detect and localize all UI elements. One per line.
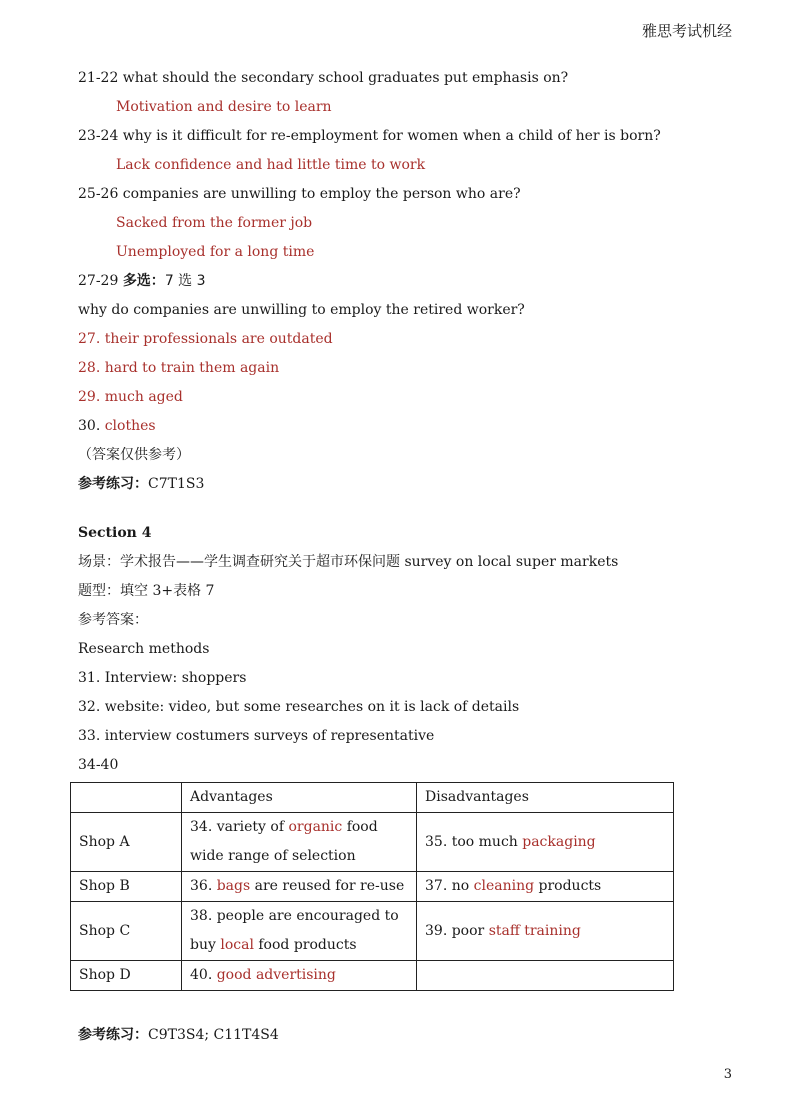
answer-30: 30. clothes: [78, 418, 156, 434]
practice-label: 参考练习：: [78, 1027, 148, 1043]
answer-note: （答案仅供参考）: [78, 447, 190, 463]
answer-32: 32. website: video, but some researches on it is lack of details: [78, 699, 520, 715]
advantage-cell: 38. people are encouraged to buy local food products: [182, 902, 417, 961]
practice-value: C7T1S3: [148, 476, 205, 492]
section-4-type: [78, 577, 728, 606]
page-header-title: 雅思考试机经: [641, 22, 732, 40]
shop-name: Shop C: [71, 902, 182, 961]
disadvantage-cell: 35. too much packaging: [417, 813, 674, 872]
shop-comparison-table: [70, 782, 674, 991]
table-range-label: 34-40: [78, 757, 119, 773]
answer-21-22: Motivation and desire to learn: [116, 99, 332, 115]
type-label: 题型：填空: [78, 583, 148, 599]
disadvantage-cell: 39. poor staff training: [417, 902, 674, 961]
question-27-29: why do companies are unwilling to employ the retired worker?: [78, 302, 525, 318]
table-row: [71, 961, 674, 991]
table-header-disadvantages: Disadvantages: [417, 783, 674, 813]
advantage-cell: 36. bags are reused for re-use: [182, 872, 417, 902]
table-header-advantages: Advantages: [182, 783, 417, 813]
question-range: 27-29: [78, 273, 119, 289]
multi-choice-label: 多选：: [122, 273, 165, 289]
answer-25-26-b: Unemployed for a long time: [116, 244, 315, 260]
document-body: [78, 64, 728, 1050]
advantage-cell: 34. variety of organic food wide range of selection: [182, 813, 417, 872]
table-header-empty: [71, 783, 182, 813]
question-23-24: 23-24 why is it difficult for re-employment for women when a child of her is born?: [78, 128, 661, 144]
advantage-cell: 40. good advertising: [182, 961, 417, 991]
shop-name: Shop A: [71, 813, 182, 872]
type-value: 3+表格 7: [152, 583, 215, 599]
disadvantage-cell: 37. no cleaning products: [417, 872, 674, 902]
table-row: [71, 813, 674, 872]
answer-29: 29. much aged: [78, 389, 183, 405]
answer-23-24: Lack confidence and had little time to work: [116, 157, 426, 173]
table-row: [71, 872, 674, 902]
answer-27: 27. their professionals are outdated: [78, 331, 333, 347]
question-25-26: 25-26 companies are unwilling to employ the person who are?: [78, 186, 521, 202]
scene-en: survey on local super markets: [404, 554, 619, 570]
section-4-heading: Section 4: [78, 525, 152, 541]
disadvantage-cell: [417, 961, 674, 991]
answer-31: 31. Interview: shoppers: [78, 670, 247, 686]
question-21-22: 21-22 what should the secondary school graduates put emphasis on?: [78, 70, 569, 86]
practice-reference-2: [78, 1021, 728, 1050]
practice-value: C9T3S4; C11T4S4: [148, 1027, 279, 1043]
table-header-row: [71, 783, 674, 813]
section-4-scene: [78, 548, 728, 577]
question-27-29-header: [78, 267, 728, 296]
research-methods-label: Research methods: [78, 641, 210, 657]
section-4-answer-label: 参考答案：: [78, 612, 148, 628]
multi-choice-count: 7 选 3: [164, 273, 206, 289]
answer-25-26-a: Sacked from the former job: [116, 215, 313, 231]
page-number: 3: [723, 1067, 732, 1082]
shop-name: Shop D: [71, 961, 182, 991]
scene-label: 场景：学术报告——学生调查研究关于超市环保问题: [78, 554, 400, 570]
practice-reference-1: [78, 470, 728, 499]
table-row: [71, 902, 674, 961]
shop-name: Shop B: [71, 872, 182, 902]
answer-33: 33. interview costumers surveys of representative: [78, 728, 435, 744]
practice-label: 参考练习：: [78, 476, 148, 492]
answer-28: 28. hard to train them again: [78, 360, 280, 376]
